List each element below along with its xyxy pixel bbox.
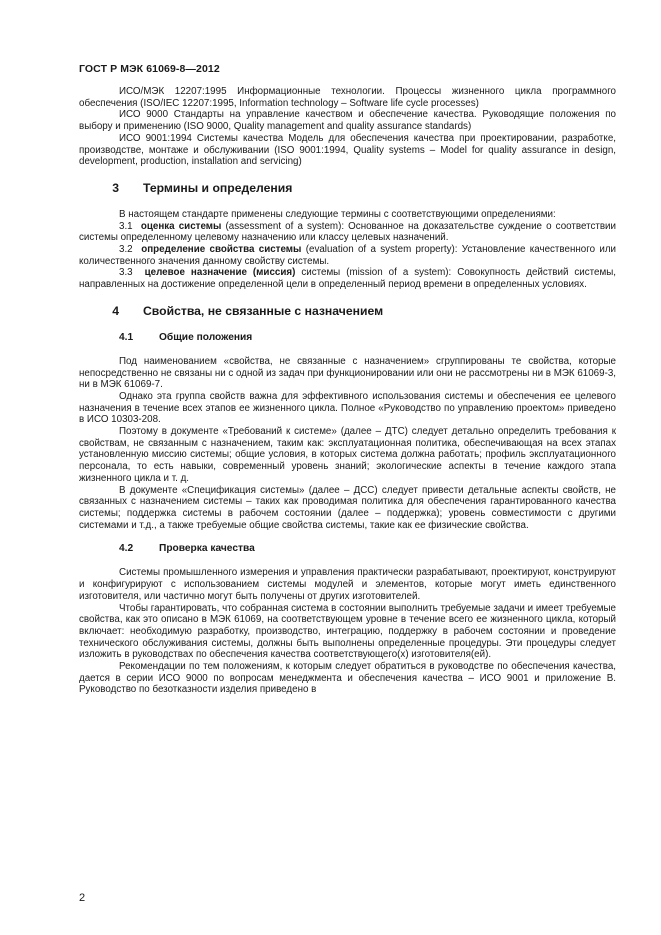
standard-header: ГОСТ Р МЭК 61069-8—2012 — [79, 63, 220, 75]
subsection-title: Проверка качества — [159, 543, 255, 555]
term-text: (assessment of a system): Основанное на доказательстве суждение о соответствии системы определенному целевому назначению или классу целевых назначений. — [79, 220, 616, 244]
subsection-heading — [79, 543, 616, 555]
page-number: 2 — [79, 892, 86, 904]
subsection-title: Общие положения — [159, 331, 253, 343]
document-body — [79, 86, 616, 696]
term-number: 3.3 — [119, 267, 133, 279]
paragraph: В документе «Спецификация системы» (далее – ДСС) следует привести детальные аспекты свойств, не связанных с назначением системы – таких как проводимая политика для обеспечения гарантированного качества системы; поддержка системы в рабочем состоянии (далее – поддержка); уровень совместимости с другими системами и т.д., а также требуемые общие свойства системы, такие как ее физические свойства. — [79, 484, 616, 531]
paragraph: Чтобы гарантировать, что собранная система в состоянии выполнить требуемые задачи и имеет требуемые свойства, как это описано в МЭК 61069, на соответствующем уровне в течение всего ее жизненного цикла, который включает: необходимую разработку, производство, интеграцию, поддержку в рабочем состоянии и проведение технического обслуживания системы, должны быть выполнены определенные процедуры. Эти процедуры следует изложить в руководствах по обеспечения качества соответствующего(х) изготовителя(ей). — [79, 602, 616, 661]
subsection-heading — [79, 332, 616, 344]
term-definition — [79, 267, 616, 290]
term-name: целевое назначение (миссия) — [144, 267, 296, 279]
section-number: 3 — [112, 180, 119, 195]
paragraph: Рекомендации по тем положениям, к которым следует обратиться в руководстве по обеспечения качества, дается в серии ИСО 9000 по вопросам менеджмента и обеспечения качества – ИСО 9001 и приложение В. Руководство по безотказности изделия приведено в — [79, 661, 616, 696]
term-definition — [79, 221, 616, 244]
term-name: определение свойства системы — [141, 244, 302, 256]
paragraph: Под наименованием «свойства, не связанные с назначением» сгруппированы те свойства, которые непосредственно не связаны ни с одной из задач при функционировании или они не рассмотрены ни в МЭК 61069-3, ни в МЭК 61069-7. — [79, 355, 616, 391]
term-name: оценка системы — [140, 220, 222, 232]
section-title: Свойства, не связанные с назначением — [143, 303, 384, 318]
reference-item: ИСО 9001:1994 Системы качества Модель для обеспечения качества при проектировании, разработке, производстве, монтаже и обслуживании (ISO 9001:1994, Quality systems – Model for quality assurance in design, development, production, installation and servicing) — [79, 132, 616, 168]
section-intro: В настоящем стандарте применены следующие термины с соответствующими определениями: — [119, 208, 556, 220]
paragraph: Системы промышленного измерения и управления практически разрабатывают, проектируют, конструируют и конфигурируют с использованием системы модулей и элементов, которые могут иметь единственного изготовителя, или частично могут быть получены от других изготовителей. — [79, 567, 616, 602]
term-number: 3.2 — [119, 244, 133, 256]
paragraph: Поэтому в документе «Требований к системе» (далее – ДТС) следует детально определить требования к свойствам, не связанным с назначением, таким как: эксплуатационная политика, обеспечивающая на всех этапах установленную миссию системы; общие условия, в которых система должна работать; профиль эксплуатационного персонала, то есть навыки, современный уровень знаний; экологические аспекты в течение каждого этапа жизненного цикла и т. д. — [79, 426, 616, 484]
term-text: системы (mission of a system): Совокупность действий системы, направленных на достижение определенной цели в определенный период времени в определенных условиях. — [79, 267, 617, 291]
section-title: Термины и определения — [143, 180, 293, 195]
section-heading — [79, 304, 616, 319]
term-text: (evaluation of a system property): Установление качественного или количественного значения данному свойству системы. — [79, 244, 617, 267]
term-number: 3.1 — [119, 220, 133, 232]
section-number: 4 — [112, 303, 119, 318]
reference-item: ИСО/МЭК 12207:1995 Информационные технологии. Процессы жизненного цикла программного обеспечения (ISO/IEC 12207:1995, Information technology – Software life cycle processes) — [79, 86, 616, 109]
reference-item: ИСО 9000 Стандарты на управление качеством и обеспечение качества. Руководящие положения по выбору и применению (ISO 9000, Quality management and quality assurance standards) — [79, 109, 616, 133]
subsection-number: 4.1 — [119, 331, 134, 343]
paragraph: Однако эта группа свойств важна для эффективного использования системы и обеспечения ее целевого назначения в течение всех этапов ее жизненного цикла. Полное «Руководство по управлению проектом» приведено в ИСО 10303-208. — [79, 390, 616, 426]
subsection-number: 4.2 — [119, 543, 134, 555]
section-heading — [79, 181, 616, 196]
term-definition — [79, 244, 616, 267]
